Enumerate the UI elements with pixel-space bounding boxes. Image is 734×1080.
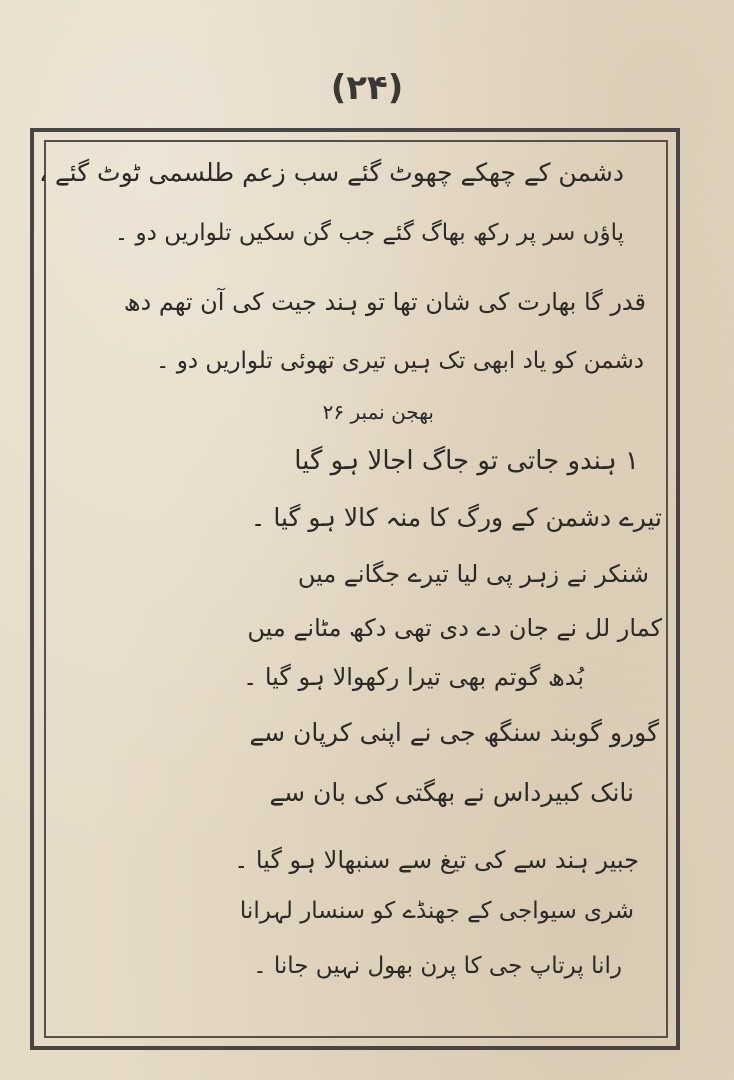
hymn-heading: بھجن نمبر ۲۶ <box>322 400 434 424</box>
verse-line: کمار لل نے جان دے دی تھی دکھ مٹانے میں <box>247 614 662 642</box>
verse-line: رانا پرتاپ جی کا پرن بھول نہیں جانا ۔ <box>253 953 622 979</box>
verse-line: پاؤں سر پر رکھ بھاگ گئے جب گن سکیں تلواریں دو ۔ <box>114 220 624 246</box>
verse-line: جبیر ہند سے کی تیغ سے سنبھالا ہو گیا ۔ <box>234 846 639 874</box>
verse-line: دشمن کے چھکے چھوٹ گئے سب زعم طلسمی ٹوٹ گئے ، <box>39 158 624 187</box>
verse-line: شری سیواجی کے جھنڈے کو سنسار لہرانا <box>239 898 634 924</box>
verse-line: تیرے دشمن کے ورگ کا منہ کالا ہو گیا ۔ <box>250 503 662 532</box>
verse-line: نانک کبیرداس نے بھگتی کی بان سے <box>269 778 634 807</box>
verse-line: شنکر نے زہر پی لیا تیرے جگانے میں <box>297 560 649 588</box>
verse-line: بُدھ گوتم بھی تیرا رکھوالا ہو گیا ۔ <box>243 663 584 691</box>
verse-line: ۱ ہندو جاتی تو جاگ اجالا ہو گیا <box>294 446 639 476</box>
page-number: (۲۴) <box>330 68 404 108</box>
verse-line: قدر گا بھارت کی شان تھا تو ہند جیت کی آن تھم دھ <box>123 288 646 316</box>
verse-line: دشمن کو یاد ابھی تک ہیں تیری تھوئی تلواریں دو ۔ <box>155 348 644 374</box>
verse-line: گورو گوبند سنگھ جی نے اپنی کرپان سے <box>249 718 659 747</box>
